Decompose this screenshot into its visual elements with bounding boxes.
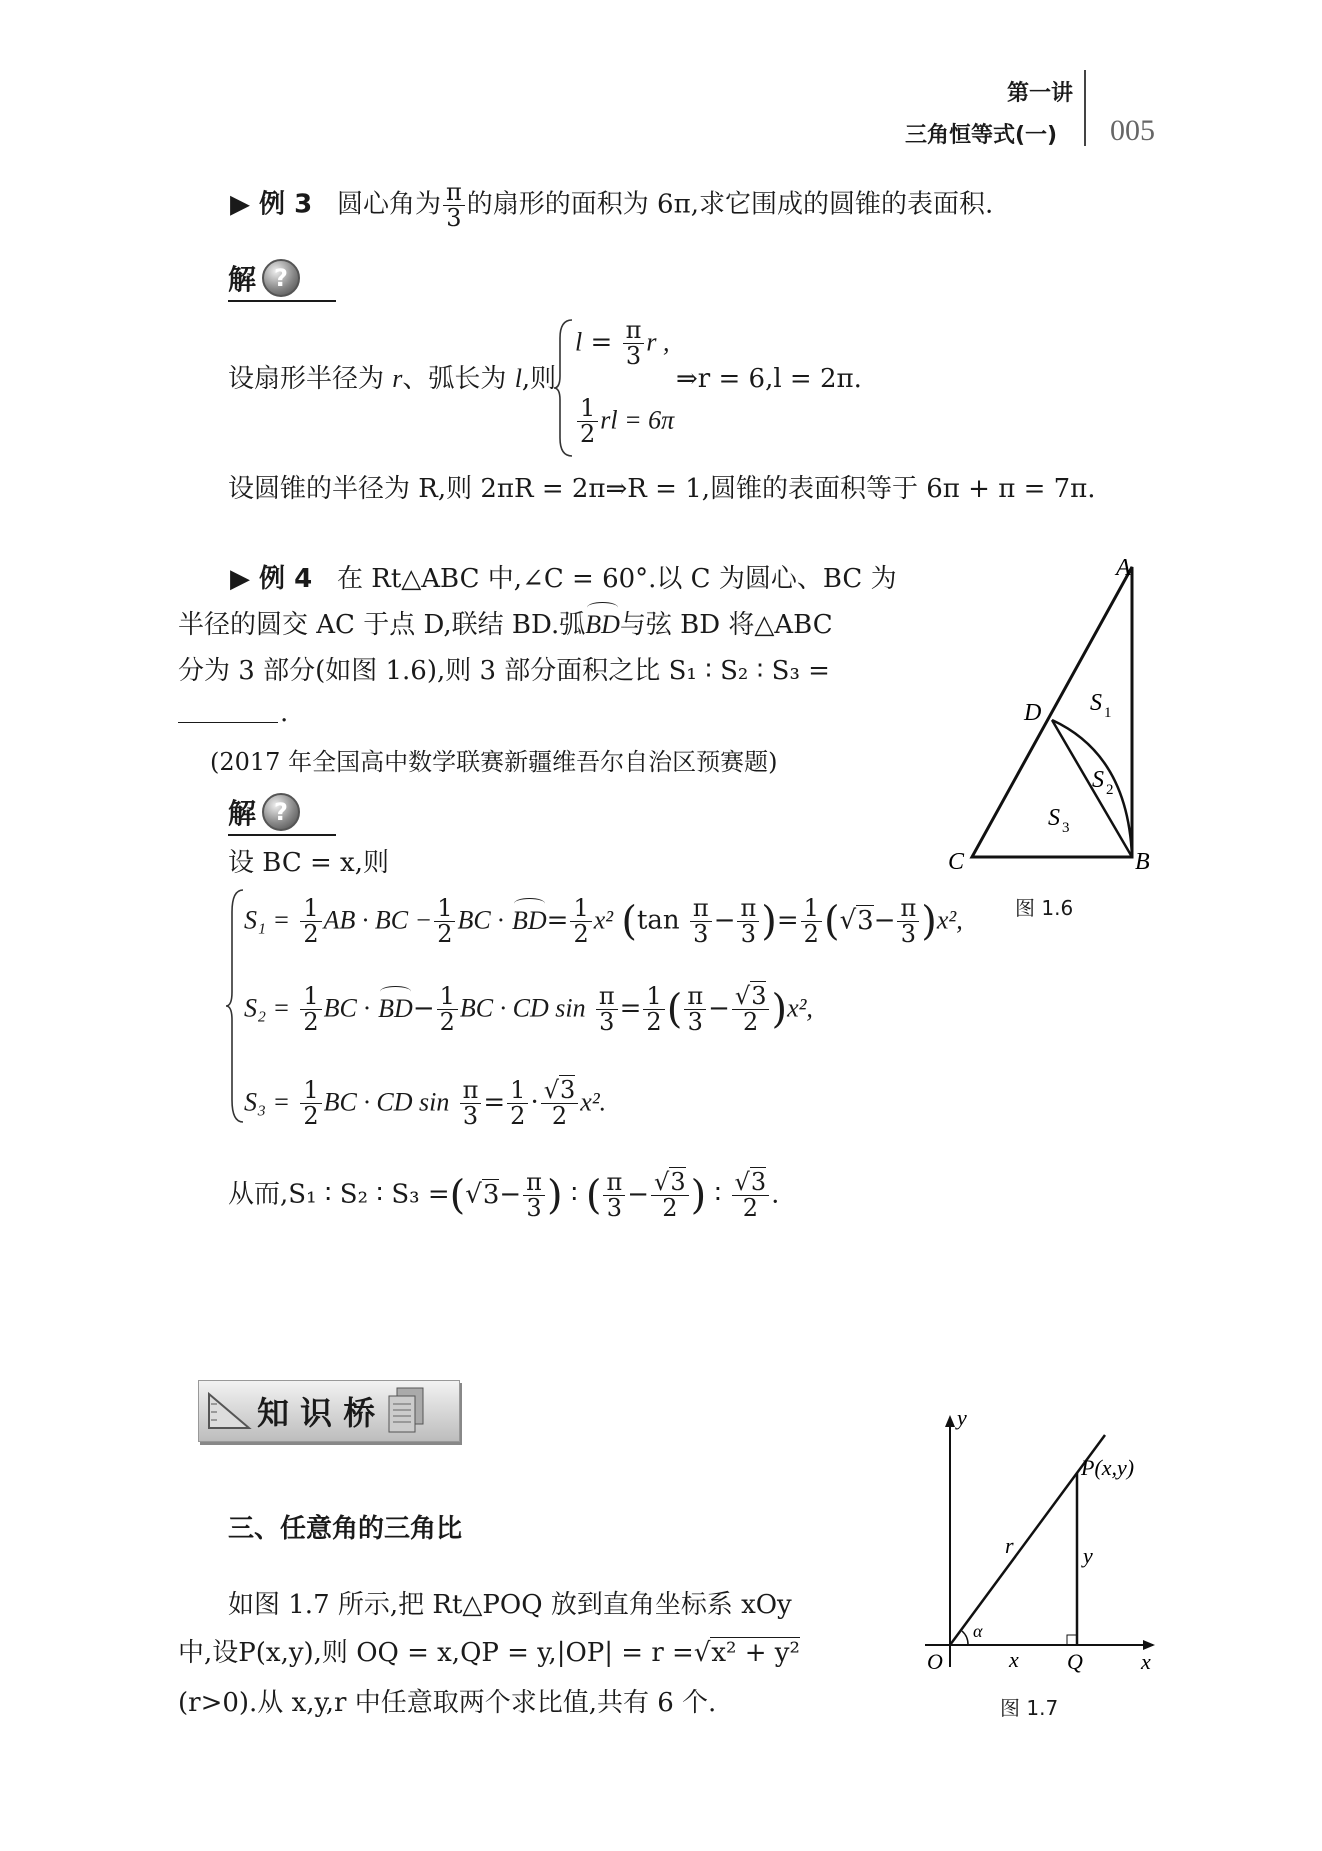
right-angle-mark (1067, 1635, 1077, 1645)
text: ,则 (521, 364, 557, 394)
denominator: 2 (646, 1008, 662, 1037)
numerator: π (460, 1078, 482, 1104)
example3-system-result: ⇒r = 6,l = 2π. (676, 364, 862, 394)
fraction-1-over-2 (300, 896, 321, 947)
fraction-sqrt3-over-2: $\frac{√3}{2}$ (732, 1170, 770, 1221)
topic-label: 三角恒等式(一) (905, 123, 1058, 148)
denominator: 3 (687, 1008, 703, 1037)
page-number: 005 (1110, 114, 1155, 147)
label-x-seg: x (1009, 1647, 1019, 1672)
figure-1-7-caption: 图 1.7 (1000, 1696, 1059, 1720)
example4-result: 从而,S₁ ∶ S₂ ∶ S₃ =(√3− $\frac{\pi}{3}$ ) ∶ ( $\frac{\pi}{3}$ − $\frac{√3}{2}$ ) ∶ $\frac{√3}{2}$ . (228, 1168, 780, 1223)
paragraph-line1: 如图 1.7 所示,把 Rt△POQ 放到直角坐标系 xOy (228, 1590, 792, 1620)
fraction-pi-over-3 (684, 984, 706, 1035)
numerator: 1 (507, 1078, 528, 1104)
fraction-1-over-2 (570, 896, 591, 947)
fraction-pi-over-3 (443, 180, 465, 231)
fraction-1-over-2 (801, 896, 822, 947)
label-d: D (1024, 700, 1042, 726)
example3-solution-line2: 设圆锥的半径为 R,则 2πR = 2π⇒R = 1,圆锥的表面积等于 6π + π = 7π. (228, 474, 1096, 504)
arc-bd: BD (378, 992, 413, 1026)
tan-label: tan (636, 905, 680, 936)
fraction-pi-over-3 (690, 896, 712, 947)
s2-equation (244, 984, 813, 1035)
fraction-pi-over-3 (623, 318, 645, 369)
label-c: C (948, 849, 965, 875)
denominator: 3 (625, 342, 642, 371)
banner-title: 知 识 桥 (257, 1394, 376, 1432)
example4-marker: ▶ 例 4 (230, 564, 313, 594)
denominator: 2 (580, 420, 596, 449)
minus: − (412, 993, 435, 1024)
fraction-pi-over-3 (596, 984, 618, 1035)
label-s2-sub: 2 (1106, 782, 1114, 798)
lecture-label: 第一讲 (1007, 81, 1074, 106)
example4-let: 设 BC = x,则 (228, 848, 389, 878)
example3-text-before: 圆心角为 (337, 189, 442, 220)
label-s2: S (1092, 767, 1104, 793)
sqrt-3: 3 (751, 982, 767, 1010)
x-squared: x² (593, 905, 614, 935)
numerator: 1 (801, 896, 822, 922)
example4-source: (2017 年全国高中数学联赛新疆维吾尔自治区预赛题) (210, 748, 778, 776)
x-squared: x². (580, 1087, 607, 1117)
figure-1-6 (930, 555, 1170, 895)
coordinate-diagram (905, 1405, 1165, 1675)
answer-blank[interactable] (178, 722, 278, 723)
example4-line3: 分为 3 部分(如图 1.6),则 3 部分面积之比 S₁ ∶ S₂ ∶ S₃ = (178, 656, 830, 686)
paren-open: ( (621, 898, 637, 945)
var-r: r (392, 364, 403, 393)
numerator: 1 (300, 896, 321, 922)
label-s1-sub: 1 (1104, 705, 1112, 721)
paren-open: ( (666, 986, 683, 1033)
eq-sign: = (483, 1087, 506, 1118)
numerator: π (897, 896, 919, 922)
label-y-axis: y (957, 1405, 967, 1430)
sqrt-3: 3 (750, 1168, 767, 1196)
sqrt-radicand: x² + y² (711, 1638, 800, 1668)
brace-icon (552, 318, 576, 458)
figure-1-6-caption: 图 1.6 (1015, 896, 1074, 920)
example3-statement (230, 180, 993, 231)
example3-solution-line1 (228, 362, 556, 396)
x-squared: x², (936, 905, 963, 935)
numerator: π (596, 984, 618, 1010)
example4-solution-label (228, 792, 336, 836)
fraction-pi-over-3 (897, 896, 919, 947)
fraction-1-over-2 (300, 1078, 321, 1129)
example3-solution-label (228, 258, 336, 302)
fraction-1-over-2 (577, 396, 598, 447)
header-divider (1084, 70, 1086, 146)
denominator: 2 (303, 1008, 319, 1037)
text: 在 Rt△ABC 中,∠C = 60°.以 C 为圆心、BC 为 (337, 564, 897, 594)
s2-lhs: S₂ = (244, 993, 291, 1023)
denominator: 3 (446, 204, 462, 233)
s3-lhs: S₃ = (244, 1087, 291, 1117)
example4-system-brace (224, 888, 246, 1128)
ruler-triangle-icon (205, 1388, 255, 1434)
paren-open: ( (823, 898, 840, 945)
paren-close: ) (690, 1172, 707, 1219)
fraction-1-over-2 (437, 984, 458, 1035)
eq-sign: = (776, 905, 799, 936)
arc-bd: BD (512, 904, 547, 938)
eq-sign: = (619, 993, 642, 1024)
label-r: r (1005, 1533, 1014, 1558)
sqrt-sign: √ (693, 1638, 711, 1668)
numerator: 1 (577, 396, 598, 422)
result-prefix: 从而,S₁ ∶ S₂ ∶ S₃ = (228, 1179, 450, 1210)
solution-text: 解 (228, 263, 257, 296)
label-q: Q (1067, 1649, 1083, 1674)
ratio-sep: ∶ (714, 1179, 722, 1210)
s3-equation (244, 1078, 606, 1129)
eq-sign: = (546, 905, 569, 936)
s1-term: AB · BC − (323, 905, 433, 935)
label-alpha: α (973, 1621, 983, 1641)
text: 中,设P(x,y),则 OQ = x,QP = y,|OP| = r = (178, 1638, 694, 1668)
angle-alpha-arc (962, 1631, 968, 1645)
example3-system-eq1: l = $\frac{\pi}{3}$ r , (575, 316, 670, 371)
var-l: l (575, 327, 583, 357)
triangle-diagram (930, 555, 1170, 895)
sqrt-3: 3 (857, 905, 874, 936)
dot: · (530, 1087, 539, 1118)
y-axis-arrow (945, 1415, 955, 1427)
solution-text: 解 (228, 797, 257, 830)
numerator: 1 (570, 896, 591, 922)
example3-system-eq2 (575, 396, 674, 447)
fraction-1-over-2 (300, 984, 321, 1035)
denominator: 2 (303, 1102, 319, 1131)
sqrt-3: 3 (670, 1168, 686, 1196)
question-icon: ? (262, 259, 300, 297)
denominator: 3 (740, 920, 757, 949)
label-s1: S (1090, 690, 1102, 716)
numerator: π (443, 180, 465, 206)
denominator: 2 (662, 1194, 678, 1223)
eq2-tail: rl = 6π (600, 405, 675, 435)
brace-icon (224, 888, 246, 1124)
arc-bd: BD (585, 608, 620, 642)
minus: − (708, 993, 730, 1024)
knowledge-bridge-banner (198, 1380, 460, 1442)
var-l: l (514, 364, 522, 393)
eq1-tail: r , (646, 327, 670, 357)
numerator: π (623, 318, 645, 344)
numerator: π (523, 1170, 545, 1196)
s3-term: BC · CD sin (323, 1087, 450, 1117)
s2-term: BC · CD sin (459, 993, 586, 1023)
s1-equation: S₁ = $\frac{1}{2}$ AB · BC − $\frac{1}{2}$ BC · BD= $\frac{1}{2}$ x² (tan $\frac{\pi}{3}$ − $\frac{\pi}{3}$ )= $\frac{1}{2}$ (√3− $\frac{\pi}{3}$ )x², (244, 894, 963, 949)
label-y-seg: y (1083, 1543, 1093, 1568)
minus: − (873, 905, 896, 936)
minus: − (499, 1179, 522, 1210)
fraction-1-over-2 (643, 984, 664, 1035)
figure-1-7 (905, 1405, 1165, 1675)
text: 半径的圆交 AC 于点 D,联结 BD.弧 (178, 610, 586, 640)
label-b: B (1135, 849, 1150, 875)
example4-line2 (178, 608, 833, 642)
fraction-1-over-2 (507, 1078, 528, 1129)
numerator: 1 (643, 984, 664, 1010)
label-p: P(x,y) (1081, 1455, 1135, 1480)
denominator: 3 (900, 920, 917, 949)
example4-line1 (230, 562, 897, 596)
fraction-pi-over-3 (523, 1170, 545, 1221)
paragraph-line2 (178, 1636, 800, 1670)
s1-lhs: S₁ = (244, 905, 291, 935)
numerator: 1 (437, 984, 458, 1010)
documents-icon (385, 1386, 429, 1436)
fraction-sqrt3-over-2: $\frac{√3}{2}$ (541, 1078, 579, 1129)
fraction-pi-over-3 (603, 1170, 625, 1221)
denominator: 3 (526, 1194, 542, 1223)
sqrt-3: 3 (560, 1076, 576, 1104)
period: . (771, 1179, 780, 1210)
denominator: 3 (693, 920, 709, 949)
paren-open: ( (585, 1172, 602, 1219)
label-o: O (927, 1649, 943, 1674)
text: 设扇形半径为 (228, 364, 385, 394)
numerator: 1 (300, 984, 321, 1010)
numerator: π (684, 984, 706, 1010)
numerator: π (737, 896, 759, 922)
numerator: 1 (300, 1078, 321, 1104)
example3-text-after: 的扇形的面积为 6π,求它围成的圆锥的表面积. (466, 189, 994, 220)
blank-end: . (280, 698, 289, 728)
label-s3: S (1048, 805, 1060, 831)
denominator: 2 (437, 920, 453, 949)
s2-term: BC · (323, 993, 370, 1023)
minus: − (627, 1179, 650, 1210)
denominator: 2 (573, 920, 589, 949)
s1-term: BC · (457, 905, 504, 935)
question-icon: ? (262, 793, 300, 831)
ratio-sep: ∶ (570, 1179, 578, 1210)
label-s3-sub: 3 (1062, 820, 1070, 836)
paragraph-line3: (r>0).从 x,y,r 中任意取两个求比值,共有 6 个. (178, 1688, 717, 1718)
numerator: π (690, 896, 712, 922)
label-a: A (1116, 555, 1131, 581)
section-title: 三、任意角的三角比 (228, 1514, 463, 1544)
sqrt-3: 3 (482, 1179, 500, 1210)
denominator: 2 (510, 1102, 526, 1131)
example3-system-brace (552, 318, 576, 462)
fraction-sqrt3-over-2: $\frac{√3}{2}$ (651, 1170, 689, 1221)
x-squared: x², (787, 993, 813, 1023)
denominator: 2 (743, 1008, 759, 1037)
paren-close: ) (546, 1172, 563, 1219)
denominator: 2 (303, 920, 319, 949)
fraction-1-over-2 (434, 896, 455, 947)
paren-close: ) (771, 986, 788, 1033)
numerator: 1 (434, 896, 455, 922)
fraction-sqrt3-over-2: $\frac{√3}{2}$ (732, 984, 770, 1035)
denominator: 2 (803, 920, 819, 949)
denominator: 3 (599, 1008, 615, 1037)
label-x-axis: x (1141, 1649, 1151, 1674)
denominator: 2 (439, 1008, 455, 1037)
paren-close: ) (761, 898, 777, 945)
fraction-pi-over-3 (737, 896, 759, 947)
numerator: π (603, 1170, 625, 1196)
text: 、弧长为 (402, 364, 507, 394)
minus: − (713, 905, 736, 936)
denominator: 3 (606, 1194, 622, 1223)
denominator: 3 (462, 1102, 479, 1131)
paren-open: ( (449, 1172, 466, 1219)
text: 与弦 BD 将△ABC (619, 610, 833, 640)
fraction-pi-over-3 (460, 1078, 482, 1129)
example3-marker: ▶ 例 3 (230, 189, 313, 220)
denominator: 2 (551, 1102, 568, 1131)
paren-close: ) (921, 898, 937, 945)
denominator: 2 (742, 1194, 758, 1223)
